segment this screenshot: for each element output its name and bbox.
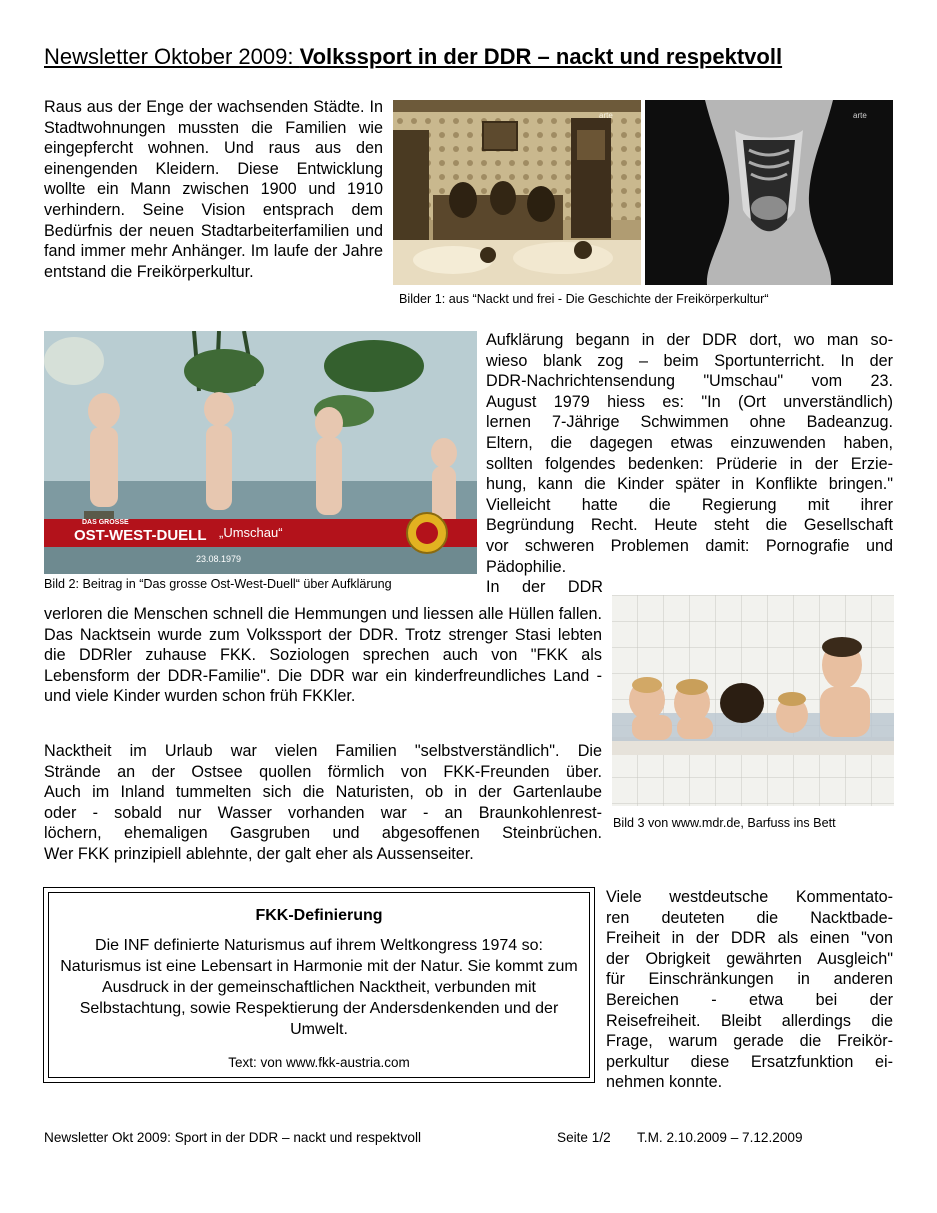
footer-credit: T.M. 2.10.2009 – 7.12.2009 (637, 1130, 803, 1145)
text-line: Nacktheit im Urlaub war vielen Familien "selbstverständlich". Die (44, 742, 602, 760)
text-line: Aufklärung begann in der DDR dort, wo man so- (486, 331, 893, 349)
text-line: ren deuteten die Nacktbade- (606, 908, 893, 927)
image1-caption: Bilder 1: aus “Nackt und frei - Die Geschichte der Freikörperkultur“ (399, 292, 769, 306)
banner-show: „Umschau“ (219, 525, 283, 540)
title-plain: Newsletter Oktober 2009: (44, 44, 300, 69)
image-historical-room (393, 100, 641, 285)
text-line: In der DDR (486, 578, 603, 597)
text-line: Wer FKK prinzipiell ablehnte, der galt eher als Aussenseiter. (44, 844, 474, 863)
text-line: hung, kann die Kinder später in Konflikte bringen." (486, 475, 893, 494)
text-line: Strände an der Ostsee quollen förmlich von FKK-Freunden über. (44, 762, 602, 781)
text-line: Frage, warum gerade die Freikör- (606, 1032, 893, 1051)
banner-small: DAS GROSSE (82, 519, 129, 526)
text-line: der Obrigkeit gewährten Ausgleich" (606, 949, 893, 968)
continuation-paragraph: verloren die Menschen schnell die Hemmungen und liessen alle Hüllen fallen. Das Nacktsein wurde zum Volkssport der DDR. Trotz strenger Stasi lebten die DDRler zuhause FKK. Soziologen sprechen auch von "FKK als Lebensform der DDR-Familie". Die DDR war ein kinderfreundliches Land - und viele Kinder wurden schon früh FKKler. (44, 605, 602, 706)
definition-box (43, 887, 595, 1083)
definition-source: Text: von www.fkk-austria.com (228, 1055, 410, 1067)
text-line: Freiheit in der DDR als einen "von (606, 929, 893, 948)
text-line: vor schweren Problemen damit: Pornografie und (486, 536, 893, 555)
image2-caption: Bild 2: Beitrag in “Das grosse Ost-West-Duell“ über Aufklärung (44, 577, 392, 591)
bathtub-family-photo (612, 595, 894, 806)
text-line: für Einschränkungen in anderen (606, 970, 893, 989)
intro-paragraph: Raus aus der Enge der wachsenden Städte. In Stadtwohnungen mussten die Familien wie eingepfercht wohnen. Und raus aus den einengenden Kleidern. Diese Entwicklung wollte ein Mann zwischen 1900 und 1910 verhindern. Seine Vision entsprach dem Bedürfnis der neuen Stadtarbeiterfamilien und fand immer mehr Anhänger. Im laufe der Jahre entstand die Freikörperkultur. (44, 98, 383, 281)
image-umschau-broadcast (44, 331, 477, 574)
banner-title: OST-WEST-DUELL (74, 527, 207, 544)
text-line: August 1979 hiess es: "In (Ort unverständlich) (486, 392, 893, 411)
footer-page: Seite 1/2 (557, 1130, 611, 1145)
historical-room-photo (393, 100, 641, 285)
text-line: Vielleicht hatte die Regierung mit ihrer (486, 495, 893, 514)
text-line: lernen 7-Jährige Schwimmen ohne Badeanzug. (486, 413, 893, 432)
text-line: Begründung Recht. Heute steht die Gesellschaft (486, 516, 893, 535)
definition-title: FKK-Definierung (255, 907, 383, 924)
image3-caption: Bild 3 von www.mdr.de, Barfuss ins Bett (613, 816, 836, 830)
xray-corset-photo (645, 100, 893, 285)
title-bold: Volkssport in der DDR – nackt und respektvoll (299, 44, 783, 69)
west-commentary-paragraph (606, 887, 893, 1093)
aufklaerung-paragraph (486, 330, 893, 598)
definition-box-inner (48, 892, 590, 1078)
vacation-paragraph (44, 741, 602, 865)
image-xray-corset (645, 100, 893, 285)
banner-date: 23.08.1979 (196, 554, 242, 564)
arte-logo: arte (599, 111, 613, 120)
arte-logo: arte (853, 111, 867, 120)
text-line: perkultur diese Ersatzfunktion ei- (606, 1052, 893, 1071)
footer-left: Newsletter Okt 2009: Sport in der DDR – nackt und respektvoll (44, 1130, 422, 1145)
text-line: Viele westdeutsche Kommentato- (606, 888, 893, 906)
text-line: nehmen konnte. (606, 1073, 723, 1092)
text-line: oder - sobald nur Wasser vorhanden war - an Braunkohlenrest- (44, 803, 602, 822)
text-line: Reisefreiheit. Bleibt allerdings die (606, 1011, 893, 1030)
text-line: DDR-Nachrichtensendung "Umschau" vom 23. (486, 372, 893, 391)
definition-text: Die INF definierte Naturismus auf ihrem Weltkongress 1974 so: Naturismus ist eine Lebensart in Harmonie mit der Natur. Sie kommt zum Ausdruck in der gemeinschaftlichen Nacktheit, verbunden mit Selbstachtung, sowie Respektierung der Andersdenkenden und der Umwelt. (60, 937, 578, 1038)
text-line: löchern, ehemaligen Gasgruben und abgesoffenen Steinbrüchen. (44, 824, 602, 843)
text-line: Bereichen - etwa bei der (606, 990, 893, 1009)
text-line: wieso blank zog – beim Sportunterricht. In der (486, 351, 893, 370)
image-bathtub-family (612, 595, 894, 806)
page-title (44, 44, 782, 70)
text-line: Pädophilie. (486, 557, 567, 576)
text-line: Eltern, die dagegen etwas einzuwenden haben, (486, 433, 893, 452)
umschau-broadcast-photo (44, 331, 477, 574)
text-line: Auch im Inland tummelten sich die Naturisten, ob in der Gartenlaube (44, 783, 602, 802)
text-line: sollten folgendes bedenken: Prüderie in der Erzie- (486, 454, 893, 473)
